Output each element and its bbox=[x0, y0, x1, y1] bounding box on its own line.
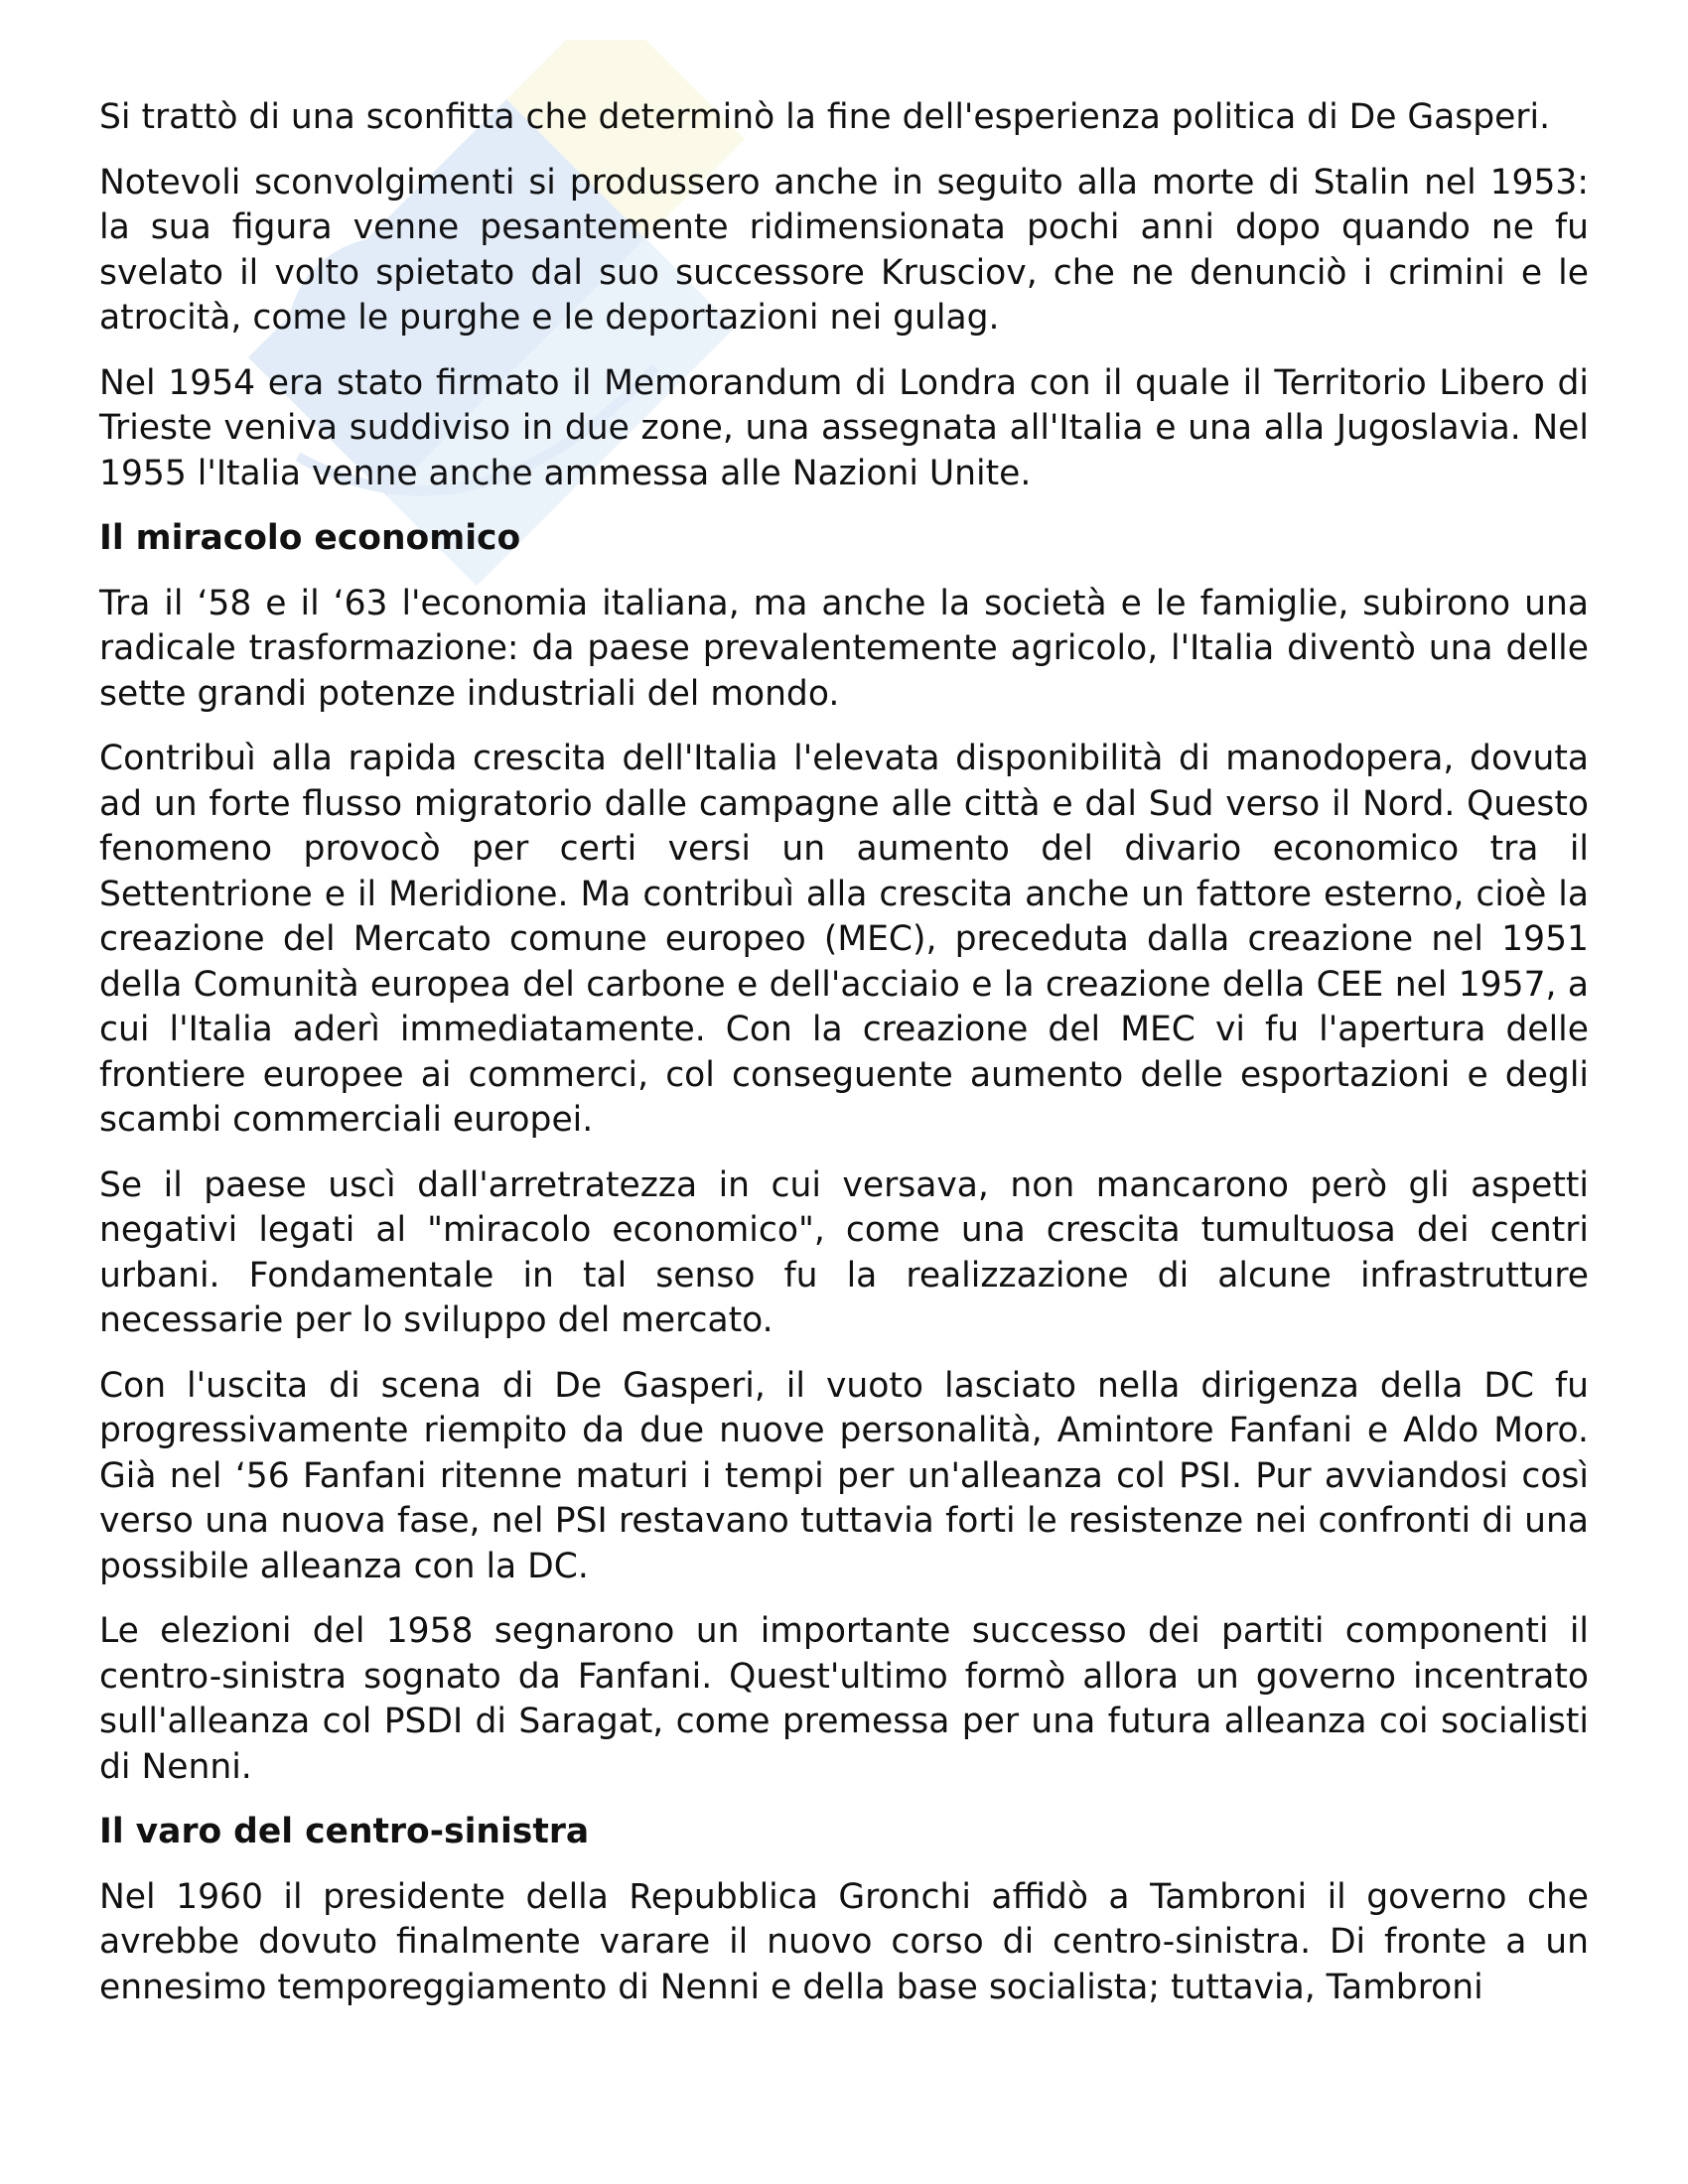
paragraph: Notevoli sconvolgimenti si produssero anche in seguito alla morte di Stalin nel 1953: la sua figura venne pesantemente ridimensionata pochi anni dopo quando ne fu svelato il volto spietato dal suo successore Krusciov, che ne denunciò i crimini e le atrocità, come le purghe e le deportazioni nei gulag. bbox=[99, 162, 1589, 338]
paragraph: Le elezioni del 1958 segnarono un importante successo dei partiti componenti il centro-sinistra sognato da Fanfani. Quest'ultimo formò allora un governo incentrato sull'alleanza col PSDI di Saragat, come premessa per una futura alleanza coi socialisti di Nenni. bbox=[99, 1611, 1589, 1787]
paragraph: Si trattò di una sconfitta che determinò la fine dell'esperienza politica di De Gasperi. bbox=[99, 97, 1551, 137]
section-heading: Il miracolo economico bbox=[99, 518, 521, 558]
paragraph: Contribuì alla rapida crescita dell'Italia l'elevata disponibilità di manodopera, dovuta ad un forte flusso migratorio dalle campagne alle città e dal Sud verso il Nord. Questo fenomeno provocò per certi versi un aumento del divario economico tra il Settentrione e il Meridione. Ma contribuì alla crescita anche un fattore esterno, cioè la creazione del Mercato comune europeo (MEC), preceduta dalla creazione nel 1951 della Comunità europea del carbone e dell'acciaio e la creazione della CEE nel 1957, a cui l'Italia aderì immediatamente. Con la creazione del MEC vi fu l'apertura delle frontiere europee ai commerci, col conseguente aumento delle esportazioni e degli scambi commerciali europei. bbox=[99, 739, 1589, 1140]
paragraph: Con l'uscita di scena di De Gasperi, il vuoto lasciato nella dirigenza della DC fu progressivamente riempito da due nuove personalità, Amintore Fanfani e Aldo Moro. Già nel ‘56 Fanfani ritenne maturi i tempi per un'alleanza col PSI. Pur avviandosi così verso una nuova fase, nel PSI restavano tuttavia forti le resistenze nei confronti di una possibile alleanza con la DC. bbox=[99, 1365, 1589, 1586]
paragraph: Nel 1954 era stato firmato il Memorandum di Londra con il quale il Territorio Libero di Trieste veniva suddiviso in due zone, una assegnata all'Italia e una alla Jugoslavia. Nel 1955 l'Italia venne anche ammessa alle Nazioni Unite. bbox=[99, 362, 1589, 493]
paragraph: Nel 1960 il presidente della Repubblica Gronchi affidò a Tambroni il governo che avrebbe dovuto finalmente varare il nuovo corso di centro-sinistra. Di fronte a un ennesimo temporeggiamento di Nenni e della base socialista; tuttavia, Tambroni bbox=[99, 1876, 1589, 2007]
section-heading: Il varo del centro-sinistra bbox=[99, 1812, 590, 1851]
paragraph: Tra il ‘58 e il ‘63 l'economia italiana, ma anche la società e le famiglie, subirono una radicale trasformazione: da paese prevalentemente agricolo, l'Italia diventò una delle sette grandi potenze industriali del mondo. bbox=[99, 583, 1589, 714]
paragraph: Se il paese uscì dall'arretratezza in cui versava, non mancarono però gli aspetti negativi legati al "miracolo economico", come una crescita tumultuosa dei centri urbani. Fondamentale in tal senso fu la realizzazione di alcune infrastrutture necessarie per lo sviluppo del mercato. bbox=[99, 1164, 1589, 1340]
document-page bbox=[99, 95, 1589, 2030]
